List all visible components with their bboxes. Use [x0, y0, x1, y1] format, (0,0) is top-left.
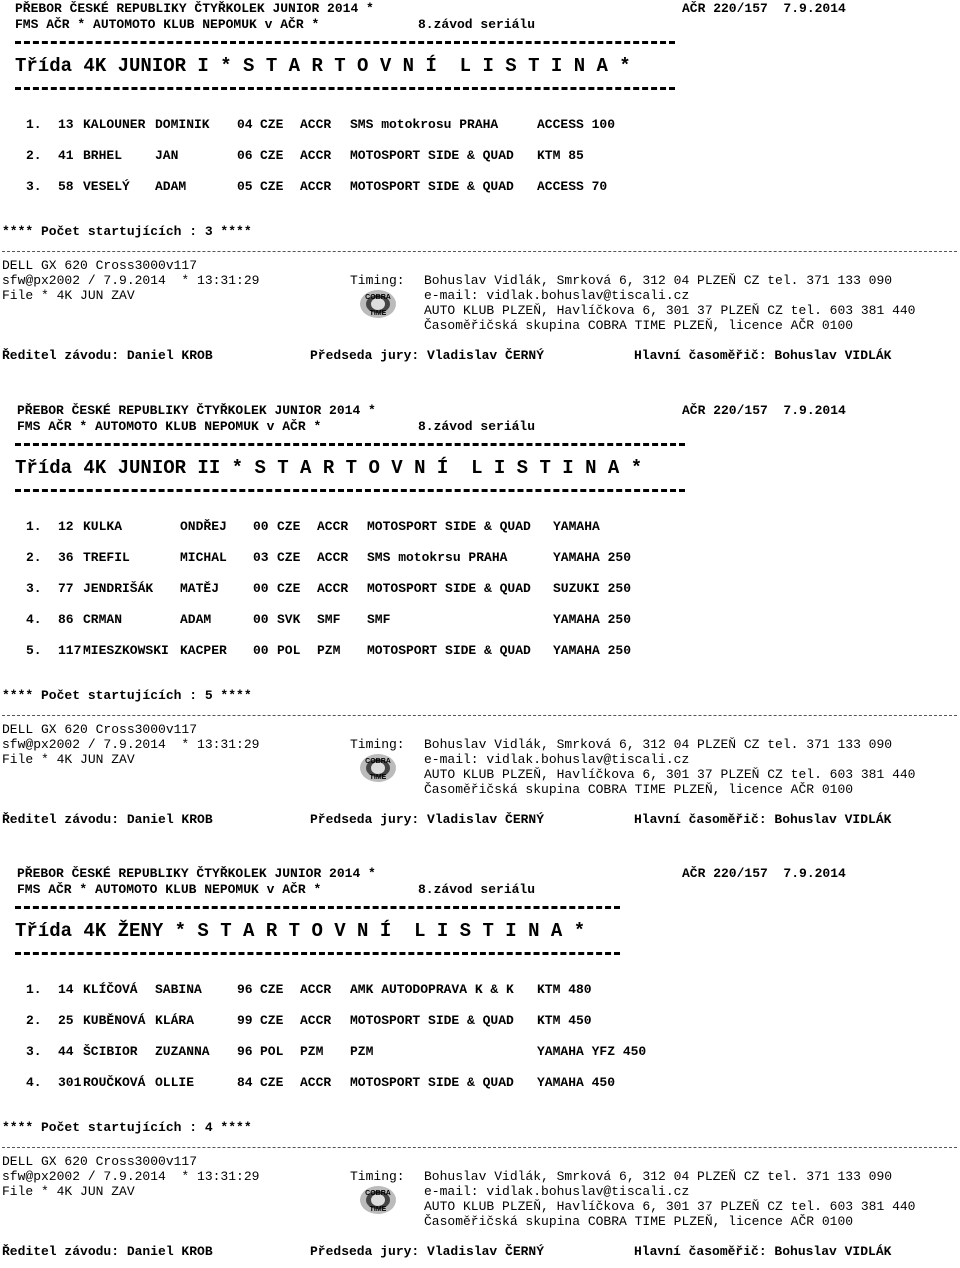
timing-email: e-mail: vidlak.bohuslav@tiscali.cz: [424, 752, 690, 767]
championship-header: PŘEBOR ČESKÉ REPUBLIKY ČTYŘKOLEK JUNIOR 2014 *: [17, 866, 376, 881]
serial-label: 8.závod seriálu: [418, 882, 536, 897]
computer-id: DELL GX 620 Cross3000v117: [2, 258, 198, 273]
timing-license: Časoměřičská skupina COBRA TIME PLZEŇ, licence AČR 0100: [424, 1214, 854, 1229]
row-year: 84: [237, 1075, 253, 1090]
row-federation: SMF: [317, 612, 341, 627]
timing-label: Timing:: [350, 1169, 405, 1184]
row-surname: VESELÝ: [83, 179, 130, 194]
row-start-number: 44: [58, 1044, 74, 1059]
row-rank: 3.: [26, 581, 42, 596]
row-first-name: ADAM: [180, 612, 212, 627]
row-surname: KULKA: [83, 519, 123, 534]
start-count: **** Počet startujících : 5 ****: [2, 688, 252, 703]
row-federation: PZM: [300, 1044, 324, 1059]
row-club: SMS motokrsu PRAHA: [367, 550, 508, 565]
row-rank: 4.: [26, 612, 42, 627]
footer-separator: [2, 251, 957, 252]
timing-address: Bohuslav Vidlák, Smrková 6, 312 04 PLZEŇ CZ tel. 371 133 090: [424, 1169, 893, 1184]
row-surname: KALOUNER: [83, 117, 146, 132]
row-year: 00: [253, 519, 269, 534]
row-year: 03: [253, 550, 269, 565]
header-date: AČR 220/157 7.9.2014: [682, 403, 846, 418]
organizer-header: FMS AČR * AUTOMOTO KLUB NEPOMUK v AČR *: [17, 419, 322, 434]
timing-club: AUTO KLUB PLZEŇ, Havlíčkova 6, 301 37 PLZEŇ CZ tel. 603 381 440: [424, 303, 916, 318]
row-motorcycle: ACCESS 70: [537, 179, 608, 194]
cobra-time-logo: [358, 752, 398, 784]
row-club: SMF: [367, 612, 391, 627]
chief-timekeeper: Hlavní časoměřič: Bohuslav VIDLÁK: [634, 348, 892, 363]
serial-label: 8.závod seriálu: [418, 419, 536, 434]
row-surname: KLÍČOVÁ: [83, 982, 138, 997]
row-start-number: 86: [58, 612, 74, 627]
header-date: AČR 220/157 7.9.2014: [682, 866, 846, 881]
row-club: AMK AUTODOPRAVA K & K: [350, 982, 514, 997]
row-country: CZE: [260, 179, 284, 194]
jury-president: Předseda jury: Vladislav ČERNÝ: [310, 348, 545, 363]
row-first-name: KLÁRA: [155, 1013, 195, 1028]
row-rank: 3.: [26, 1044, 42, 1059]
row-federation: PZM: [317, 643, 341, 658]
cobra-time-logo: [358, 288, 398, 320]
row-motorcycle: KTM 450: [537, 1013, 592, 1028]
row-rank: 1.: [26, 982, 42, 997]
row-club: MOTOSPORT SIDE & QUAD: [367, 581, 531, 596]
title-dashes-top: [15, 906, 620, 909]
row-motorcycle: YAMAHA YFZ 450: [537, 1044, 647, 1059]
row-country: CZE: [260, 1075, 284, 1090]
row-rank: 2.: [26, 148, 42, 163]
race-director: Ředitel závodu: Daniel KROB: [2, 1244, 213, 1259]
row-club: PZM: [350, 1044, 374, 1059]
row-country: CZE: [260, 117, 284, 132]
class-title: Třída 4K ŽENY * S T A R T O V N Í L I S T I N A *: [15, 920, 586, 942]
row-start-number: 36: [58, 550, 74, 565]
row-year: 96: [237, 982, 253, 997]
row-motorcycle: SUZUKI 250: [553, 581, 632, 596]
row-rank: 2.: [26, 550, 42, 565]
timing-license: Časoměřičská skupina COBRA TIME PLZEŇ, licence AČR 0100: [424, 782, 854, 797]
chief-timekeeper: Hlavní časoměřič: Bohuslav VIDLÁK: [634, 812, 892, 827]
row-surname: MIESZKOWSKI: [83, 643, 169, 658]
row-surname: KUBĚNOVÁ: [83, 1013, 146, 1028]
logo-text-top: COBRA: [365, 294, 391, 301]
row-motorcycle: ACCESS 100: [537, 117, 616, 132]
row-start-number: 117: [58, 643, 82, 658]
row-surname: TREFIL: [83, 550, 130, 565]
file-name: File * 4K JUN ZAV: [2, 288, 135, 303]
row-country: CZE: [277, 550, 301, 565]
row-motorcycle: YAMAHA 250: [553, 550, 632, 565]
row-year: 00: [253, 643, 269, 658]
row-first-name: JAN: [155, 148, 179, 163]
row-surname: ŠCIBIOR: [83, 1044, 138, 1059]
timing-address: Bohuslav Vidlák, Smrková 6, 312 04 PLZEŇ CZ tel. 371 133 090: [424, 273, 893, 288]
row-country: CZE: [260, 1013, 284, 1028]
row-start-number: 25: [58, 1013, 74, 1028]
logo-text-bottom: TIME: [369, 310, 387, 317]
timing-label: Timing:: [350, 273, 405, 288]
row-year: 04: [237, 117, 253, 132]
timing-label: Timing:: [350, 737, 405, 752]
print-stamp: sfw@px2002 / 7.9.2014 * 13:31:29: [2, 1169, 260, 1184]
row-club: MOTOSPORT SIDE & QUAD: [350, 1075, 514, 1090]
row-rank: 4.: [26, 1075, 42, 1090]
championship-header: PŘEBOR ČESKÉ REPUBLIKY ČTYŘKOLEK JUNIOR 2014 *: [17, 403, 376, 418]
row-federation: ACCR: [300, 982, 332, 997]
row-federation: ACCR: [317, 519, 349, 534]
jury-president: Předseda jury: Vladislav ČERNÝ: [310, 1244, 545, 1259]
row-first-name: SABINA: [155, 982, 202, 997]
timing-club: AUTO KLUB PLZEŇ, Havlíčkova 6, 301 37 PLZEŇ CZ tel. 603 381 440: [424, 1199, 916, 1214]
row-first-name: ADAM: [155, 179, 187, 194]
row-start-number: 14: [58, 982, 74, 997]
row-rank: 1.: [26, 519, 42, 534]
row-year: 06: [237, 148, 253, 163]
row-country: CZE: [277, 581, 301, 596]
row-club: MOTOSPORT SIDE & QUAD: [367, 643, 531, 658]
row-first-name: DOMINIK: [155, 117, 210, 132]
row-surname: BRHEL: [83, 148, 123, 163]
row-motorcycle: YAMAHA 250: [553, 643, 632, 658]
footer-separator: [2, 715, 957, 716]
row-federation: ACCR: [300, 148, 332, 163]
timing-email: e-mail: vidlak.bohuslav@tiscali.cz: [424, 1184, 690, 1199]
organizer-header: FMS AČR * AUTOMOTO KLUB NEPOMUK v AČR *: [15, 17, 320, 32]
row-club: MOTOSPORT SIDE & QUAD: [350, 1013, 514, 1028]
row-motorcycle: YAMAHA 250: [553, 612, 632, 627]
row-rank: 1.: [26, 117, 42, 132]
row-first-name: ZUZANNA: [155, 1044, 210, 1059]
print-stamp: sfw@px2002 / 7.9.2014 * 13:31:29: [2, 737, 260, 752]
row-federation: ACCR: [317, 581, 349, 596]
timing-license: Časoměřičská skupina COBRA TIME PLZEŇ, licence AČR 0100: [424, 318, 854, 333]
row-first-name: MICHAL: [180, 550, 227, 565]
row-motorcycle: KTM 480: [537, 982, 592, 997]
row-first-name: OLLIE: [155, 1075, 195, 1090]
title-dashes-top: [15, 41, 675, 44]
row-club: MOTOSPORT SIDE & QUAD: [367, 519, 531, 534]
start-count: **** Počet startujících : 3 ****: [2, 224, 252, 239]
row-year: 00: [253, 581, 269, 596]
computer-id: DELL GX 620 Cross3000v117: [2, 722, 198, 737]
footer-separator: [2, 1147, 957, 1148]
class-title: Třída 4K JUNIOR II * S T A R T O V N Í L I S T I N A *: [15, 457, 643, 479]
cobra-time-logo: [358, 1184, 398, 1216]
title-dashes-bottom: [15, 87, 675, 90]
row-club: MOTOSPORT SIDE & QUAD: [350, 148, 514, 163]
logo-text-top: COBRA: [365, 1190, 391, 1197]
row-country: POL: [260, 1044, 284, 1059]
class-title: Třída 4K JUNIOR I * S T A R T O V N Í L I S T I N A *: [15, 55, 631, 77]
row-motorcycle: YAMAHA 450: [537, 1075, 616, 1090]
row-start-number: 301: [58, 1075, 82, 1090]
row-federation: ACCR: [300, 117, 332, 132]
print-stamp: sfw@px2002 / 7.9.2014 * 13:31:29: [2, 273, 260, 288]
jury-president: Předseda jury: Vladislav ČERNÝ: [310, 812, 545, 827]
row-club: MOTOSPORT SIDE & QUAD: [350, 179, 514, 194]
organizer-header: FMS AČR * AUTOMOTO KLUB NEPOMUK v AČR *: [17, 882, 322, 897]
row-country: CZE: [277, 519, 301, 534]
serial-label: 8.závod seriálu: [418, 17, 536, 32]
row-rank: 3.: [26, 179, 42, 194]
row-country: SVK: [277, 612, 301, 627]
row-first-name: ONDŘEJ: [180, 519, 227, 534]
timing-address: Bohuslav Vidlák, Smrková 6, 312 04 PLZEŇ CZ tel. 371 133 090: [424, 737, 893, 752]
row-year: 99: [237, 1013, 253, 1028]
race-director: Ředitel závodu: Daniel KROB: [2, 812, 213, 827]
timing-club: AUTO KLUB PLZEŇ, Havlíčkova 6, 301 37 PLZEŇ CZ tel. 603 381 440: [424, 767, 916, 782]
row-federation: ACCR: [300, 1075, 332, 1090]
start-count: **** Počet startujících : 4 ****: [2, 1120, 252, 1135]
row-surname: CRMAN: [83, 612, 123, 627]
row-year: 05: [237, 179, 253, 194]
computer-id: DELL GX 620 Cross3000v117: [2, 1154, 198, 1169]
file-name: File * 4K JUN ZAV: [2, 752, 135, 767]
row-surname: ROUČKOVÁ: [83, 1075, 146, 1090]
logo-text-bottom: TIME: [369, 774, 387, 781]
chief-timekeeper: Hlavní časoměřič: Bohuslav VIDLÁK: [634, 1244, 892, 1259]
row-motorcycle: KTM 85: [537, 148, 584, 163]
row-country: POL: [277, 643, 301, 658]
row-start-number: 77: [58, 581, 74, 596]
row-start-number: 58: [58, 179, 74, 194]
row-country: CZE: [260, 982, 284, 997]
header-date: AČR 220/157 7.9.2014: [682, 1, 846, 16]
row-rank: 5.: [26, 643, 42, 658]
title-dashes-bottom: [15, 952, 620, 955]
timing-email: e-mail: vidlak.bohuslav@tiscali.cz: [424, 288, 690, 303]
logo-text-bottom: TIME: [369, 1206, 387, 1213]
row-federation: ACCR: [317, 550, 349, 565]
title-dashes-top: [15, 443, 685, 446]
row-federation: ACCR: [300, 179, 332, 194]
title-dashes-bottom: [15, 489, 685, 492]
row-year: 96: [237, 1044, 253, 1059]
row-start-number: 12: [58, 519, 74, 534]
row-first-name: MATĚJ: [180, 581, 220, 596]
row-start-number: 41: [58, 148, 74, 163]
logo-text-top: COBRA: [365, 758, 391, 765]
championship-header: PŘEBOR ČESKÉ REPUBLIKY ČTYŘKOLEK JUNIOR 2014 *: [15, 1, 374, 16]
row-surname: JENDRIŠÁK: [83, 581, 154, 596]
row-rank: 2.: [26, 1013, 42, 1028]
row-start-number: 13: [58, 117, 74, 132]
row-motorcycle: YAMAHA: [553, 519, 600, 534]
file-name: File * 4K JUN ZAV: [2, 1184, 135, 1199]
race-director: Ředitel závodu: Daniel KROB: [2, 348, 213, 363]
row-first-name: KACPER: [180, 643, 227, 658]
row-country: CZE: [260, 148, 284, 163]
row-year: 00: [253, 612, 269, 627]
row-federation: ACCR: [300, 1013, 332, 1028]
row-club: SMS motokrosu PRAHA: [350, 117, 499, 132]
